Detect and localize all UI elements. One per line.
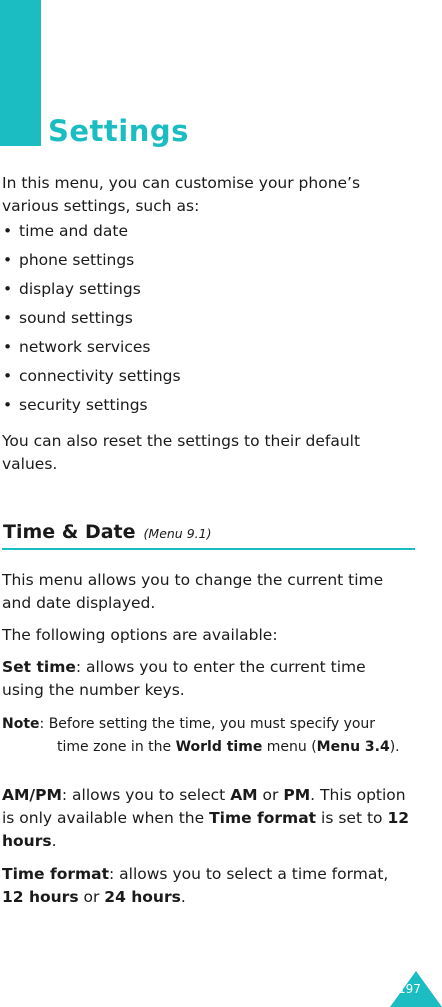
list-item: • connectivity settings <box>2 365 181 394</box>
list-item: • phone settings <box>2 249 181 278</box>
bullet-icon: • <box>3 222 13 240</box>
section-divider <box>2 548 415 550</box>
settings-list <box>2 220 181 423</box>
section-menu-ref: (Menu 9.1) <box>143 526 212 541</box>
option-term: Set time <box>2 658 76 676</box>
intro-paragraph: In this menu, you can customise your phone’s various settings, such as: <box>2 174 361 215</box>
list-item: • sound settings <box>2 307 181 336</box>
bullet-icon: • <box>3 251 13 269</box>
option-term: AM/PM <box>2 786 62 804</box>
option-set-time: Set time: allows you to enter the current time using the number keys. <box>2 658 366 699</box>
note-body: time zone in the World time menu (Menu 3.4). <box>57 739 400 755</box>
note-block: Note: Before setting the time, you must specify your time zone in the World time menu (Menu 3.4). <box>2 713 414 759</box>
section-description: This menu allows you to change the current time and date displayed. <box>2 571 384 612</box>
section-heading <box>3 521 211 543</box>
list-item: • network services <box>2 336 181 365</box>
options-intro: The following options are available: <box>2 626 278 644</box>
list-item: • security settings <box>2 394 181 423</box>
bullet-icon: • <box>3 280 13 298</box>
bullet-icon: • <box>3 338 13 356</box>
note-label: Note <box>2 716 40 732</box>
reset-paragraph: You can also reset the settings to their default values. <box>2 432 361 473</box>
bullet-icon: • <box>3 367 13 385</box>
option-am-pm: AM/PM: allows you to select AM or PM. This option is only available when the Time format is set to 12 hours. <box>2 786 410 850</box>
chapter-tab-marker <box>0 0 41 146</box>
option-term: Time format <box>2 865 110 883</box>
section-heading-text: Time & Date <box>3 521 136 543</box>
page-number: 197 <box>398 982 421 996</box>
bullet-icon: • <box>3 396 13 414</box>
bullet-icon: • <box>3 309 13 327</box>
option-time-format: Time format: allows you to select a time format, 12 hours or 24 hours. <box>2 865 389 906</box>
page-title: Settings <box>48 114 189 148</box>
list-item: • time and date <box>2 220 181 249</box>
list-item: • display settings <box>2 278 181 307</box>
